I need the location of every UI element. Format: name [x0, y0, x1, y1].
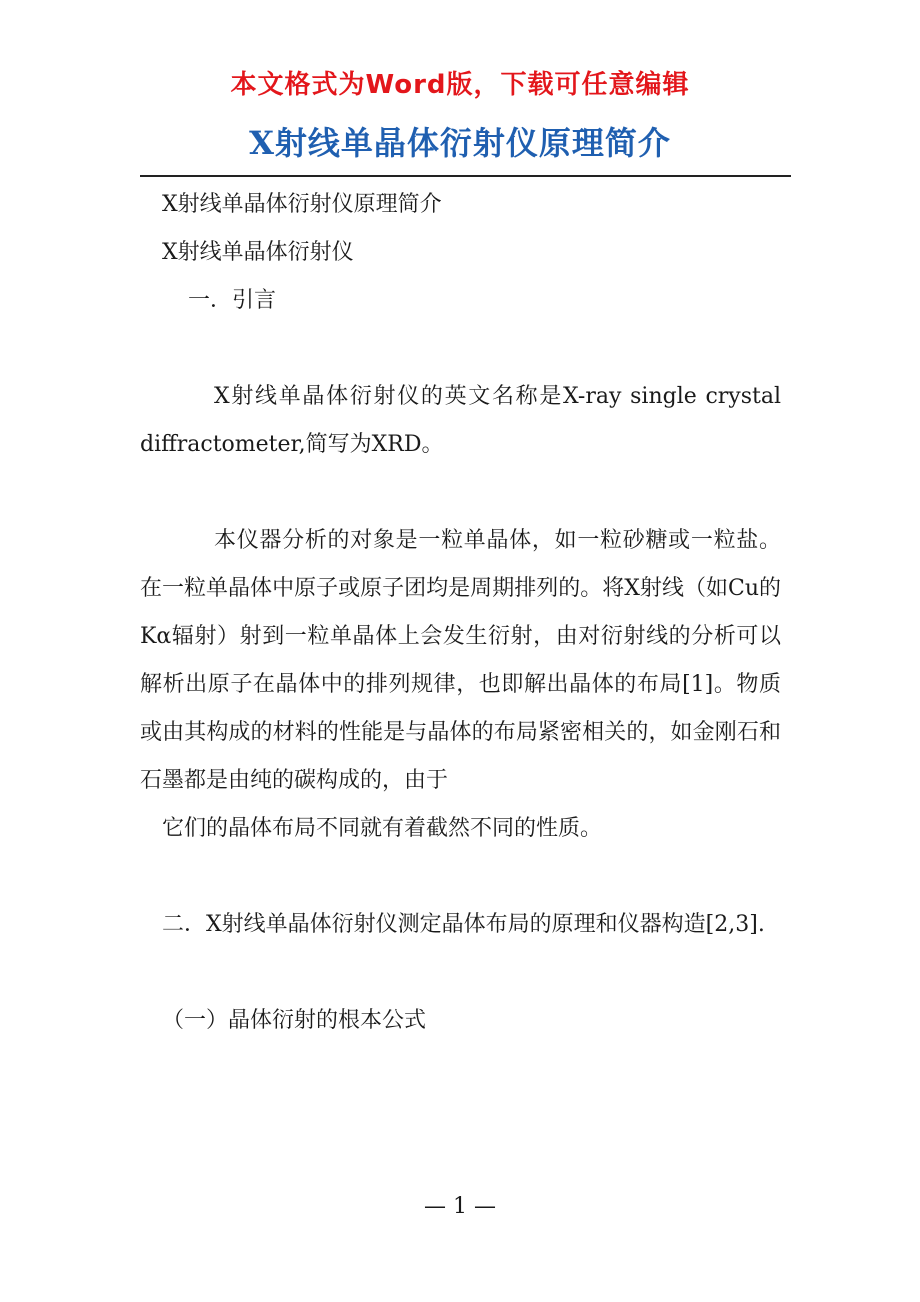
paragraph-spacer [140, 853, 781, 901]
subtitle-line: X射线单晶体衍射仪原理简介 [162, 192, 442, 217]
document-title: X射线单晶体衍射仪原理简介 [249, 124, 671, 162]
title-divider [140, 175, 791, 177]
document-body [140, 181, 781, 1045]
download-banner: 本文格式为Word版，下载可任意编辑 [230, 70, 690, 100]
subsection-heading: （一）晶体衍射的根本公式 [162, 1008, 427, 1033]
paragraph-spacer [140, 949, 781, 997]
page-number: — 1 — [424, 1194, 496, 1219]
paragraph-spacer [140, 469, 781, 517]
paragraph-spacer [140, 325, 781, 373]
subtitle-line: X射线单晶体衍射仪 [162, 240, 354, 265]
section-heading: 一．引言 [188, 288, 277, 313]
paragraph: X射线单晶体衍射仪的英文名称是X-ray single crystal diffractometer,简写为XRD。 [140, 384, 781, 457]
paragraph: 本仪器分析的对象是一粒单晶体，如一粒砂糖或一粒盐。在一粒单晶体中原子或原子团均是周期排列的。将X射线（如Cu的Kα辐射）射到一粒单晶体上会发生衍射，由对衍射线的分析可以解析出原子在晶体中的排列规律，也即解出晶体的布局[1]。物质或由其构成的材料的性能是与晶体的布局紧密相关的，如金刚石和石墨都是由纯的碳构成的，由于 [140, 528, 781, 793]
paragraph: 它们的晶体布局不同就有着截然不同的性质。 [162, 816, 603, 841]
section-heading: 二．X射线单晶体衍射仪测定晶体布局的原理和仪器构造[2,3]. [162, 912, 765, 937]
